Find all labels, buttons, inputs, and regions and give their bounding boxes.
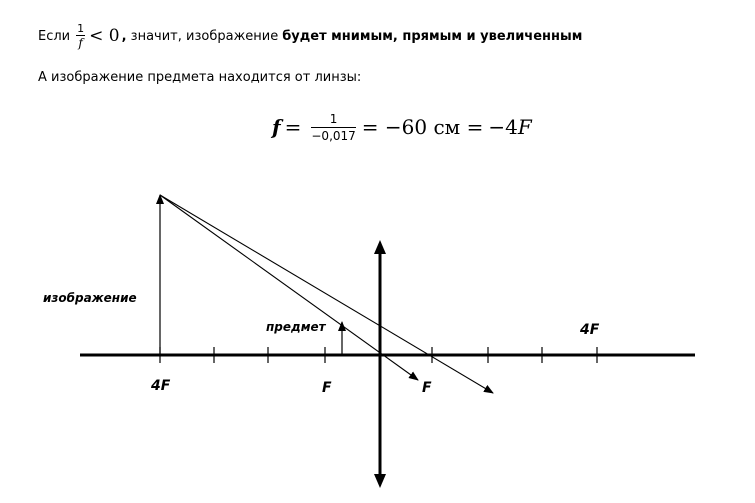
- object-label: предмет: [266, 320, 326, 334]
- formula-denominator: −0,017: [311, 128, 356, 143]
- f-left-label: F: [322, 380, 332, 396]
- formula-numerator: 1: [329, 111, 338, 126]
- formula-rhs1: = −60 см =: [361, 115, 484, 139]
- fraction-numerator: 1: [77, 21, 85, 35]
- four-f-left-label: 4F: [151, 378, 171, 394]
- fraction-denominator: f: [78, 35, 83, 50]
- formula-rhs2-var: F: [517, 115, 532, 139]
- relation: < 0: [89, 26, 120, 46]
- f-right-label: F: [422, 380, 432, 396]
- formula-rhs2: −4: [488, 115, 518, 139]
- formula-lhs: f: [272, 115, 281, 139]
- formula-eq: =: [284, 115, 302, 139]
- location-sentence: А изображение предмета находится от линзы:: [38, 70, 362, 85]
- ray-through-focus: [160, 195, 493, 393]
- comma: ,: [121, 28, 127, 44]
- lens: [374, 240, 386, 488]
- four-f-right-label: 4F: [580, 322, 600, 338]
- condition-prefix: Если: [38, 28, 71, 44]
- condition-middle: значит, изображение: [126, 28, 279, 44]
- image-label: изображение: [43, 291, 137, 305]
- condition-conclusion: будет мнимым, прямым и увеличенным: [282, 28, 583, 44]
